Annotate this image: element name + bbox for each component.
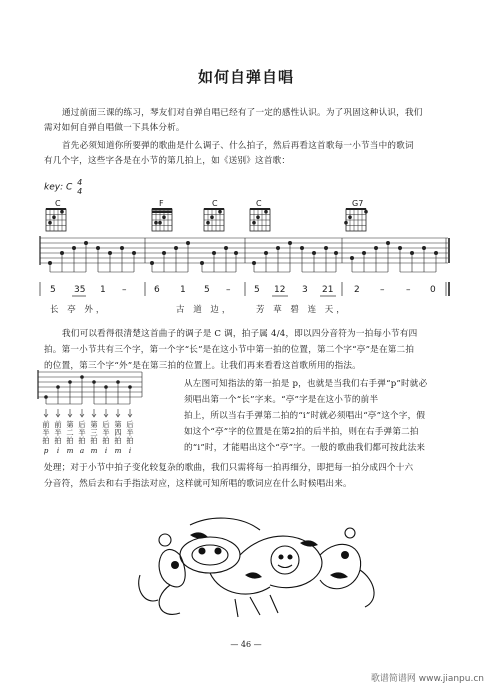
para-intro-line1: 通过前面三课的练习，琴友们对自弹自唱已经有了一定的感性认识。为了巩固这种认识，我们 <box>62 108 423 118</box>
finger-2: i <box>56 446 60 455</box>
finger-6: i <box>104 446 108 455</box>
chord-name-c1: C <box>55 199 61 208</box>
down-arrows <box>44 409 132 417</box>
chord-name-c2: C <box>212 199 218 208</box>
beat-label-8: 后 半 拍 <box>126 420 134 446</box>
notation-m4-beat3: – <box>406 285 411 295</box>
para-complex-line1: 处理；对于小节中拍子变化较复杂的歌曲，我们只需将每一拍再细分，即把每一拍分成四个十六 <box>44 463 414 473</box>
notation-m2-beat3: 5 <box>204 285 210 295</box>
tab-stems <box>50 243 436 272</box>
tab-staff <box>40 236 449 265</box>
para-analysis-line3: 的位置，第三个字“外”是在第三拍的位置上。让我们再来看看这首歌所用的指法。 <box>44 361 361 371</box>
para-analysis-line1: 我们可以看得很清楚这首曲子的调子是 C 调，拍子属 4/4，即以四分音符为一拍每小节有四 <box>62 329 418 339</box>
notation-m1-beat1: 5 <box>50 285 56 295</box>
chord-diagram-f <box>152 209 172 231</box>
notation-m2-beat1: 6 <box>154 285 160 295</box>
chord-diagram-g7 <box>344 209 368 231</box>
notation-m3-beat1: 5 <box>254 285 260 295</box>
para-analysis-line2: 拍。第一小节共有三个字，第一个字“长”是在这小节中第一拍的位置，第二个字“亭”是在第二拍 <box>44 345 415 355</box>
finger-4: a <box>79 446 85 455</box>
notation-m4-beat1: 2 <box>354 285 360 295</box>
notation-m1-beat4: – <box>122 285 127 295</box>
notation-m2-beat4: – <box>226 285 231 295</box>
notation-m4-beat2: – <box>380 285 385 295</box>
page-number: — 46 — <box>230 640 262 649</box>
decorative-illustration <box>139 518 374 617</box>
finger-7: m <box>114 446 122 455</box>
beat-label-7: 第 四 拍 <box>114 420 122 446</box>
chord-name-g7: G7 <box>352 199 364 208</box>
para-complex-line2: 分音符，然后去和右手指法对应，这样就可知所唱的歌词应在什么时候唱出来。 <box>44 479 352 489</box>
beat-label-6: 后 半 拍 <box>102 420 110 446</box>
side-text-line3: 拍上，所以当右手弹第二拍的“i”时就必须唱出“亭”这个字，假 <box>184 411 426 421</box>
side-text-line5: 的“i”时，才能唱出这个“亭”字。一般的歌曲我们都可按此法来 <box>184 443 426 453</box>
notation-m2-beat2: 1 <box>180 285 186 295</box>
chord-diagram-c2 <box>204 209 224 231</box>
pattern-figure <box>38 370 142 417</box>
key-label: key: C <box>44 182 73 193</box>
lyric-m1: 长 亭 外， <box>50 305 108 315</box>
finger-8: i <box>128 446 132 455</box>
notation-m3-beat3: 3 <box>302 285 308 295</box>
beat-label-4: 后 半 拍 <box>78 420 86 446</box>
notation-m3-beat2: 12 <box>274 285 286 295</box>
site-watermark[interactable]: 歌谱简谱网 www.jianpu.cn <box>370 674 484 684</box>
time-bottom: 4 <box>77 187 83 196</box>
side-text-line2: 须唱出第一个“长”字来。“亭”字是在这小节的前半 <box>184 395 379 405</box>
notation-m1-beat3: 1 <box>100 285 106 295</box>
finger-5: m <box>90 446 98 455</box>
para-first-line1: 首先必须知道你所要弹的歌曲是什么调子、什么拍子，然后再看这首歌每一小节当中的歌词 <box>62 141 414 151</box>
notation-m4-beat4: 0 <box>430 285 436 295</box>
side-text-line1: 从左图可知指法的第一拍是 p，也就是当我们右手弹“p”时就必 <box>184 379 428 389</box>
beat-label-5: 第 三 拍 <box>90 420 98 446</box>
beat-label-1: 前 半 拍 <box>42 420 50 446</box>
beat-label-3: 第 二 拍 <box>66 420 74 446</box>
chord-name-c3: C <box>256 199 262 208</box>
finger-1: p <box>43 446 49 455</box>
notation-m1-beat2: 35 <box>74 285 86 295</box>
lyric-m3: 芳 草 碧 连 天， <box>256 305 348 315</box>
chord-name-f: F <box>159 199 164 208</box>
beat-label-2: 前 半 拍 <box>54 420 62 446</box>
notation-m3-beat4: 21 <box>322 285 334 295</box>
lyric-m2: 古 道 边， <box>176 305 234 315</box>
page-title: 如何自弹自唱 <box>197 68 294 86</box>
para-first-line2: 有几个字，这些字各是在小节的第几拍上，如《送别》这首歌： <box>44 156 291 166</box>
chord-diagram-c1 <box>46 209 66 231</box>
para-intro-line2: 需对如何自弹自唱做一下具体分析。 <box>44 123 185 133</box>
finger-3: m <box>66 446 74 455</box>
chord-diagram-c3 <box>250 209 270 231</box>
side-text-line4: 如这个“亭”字的位置是在第2拍的后半拍，则在右手弹第二拍 <box>184 427 419 437</box>
time-top: 4 <box>77 178 83 187</box>
